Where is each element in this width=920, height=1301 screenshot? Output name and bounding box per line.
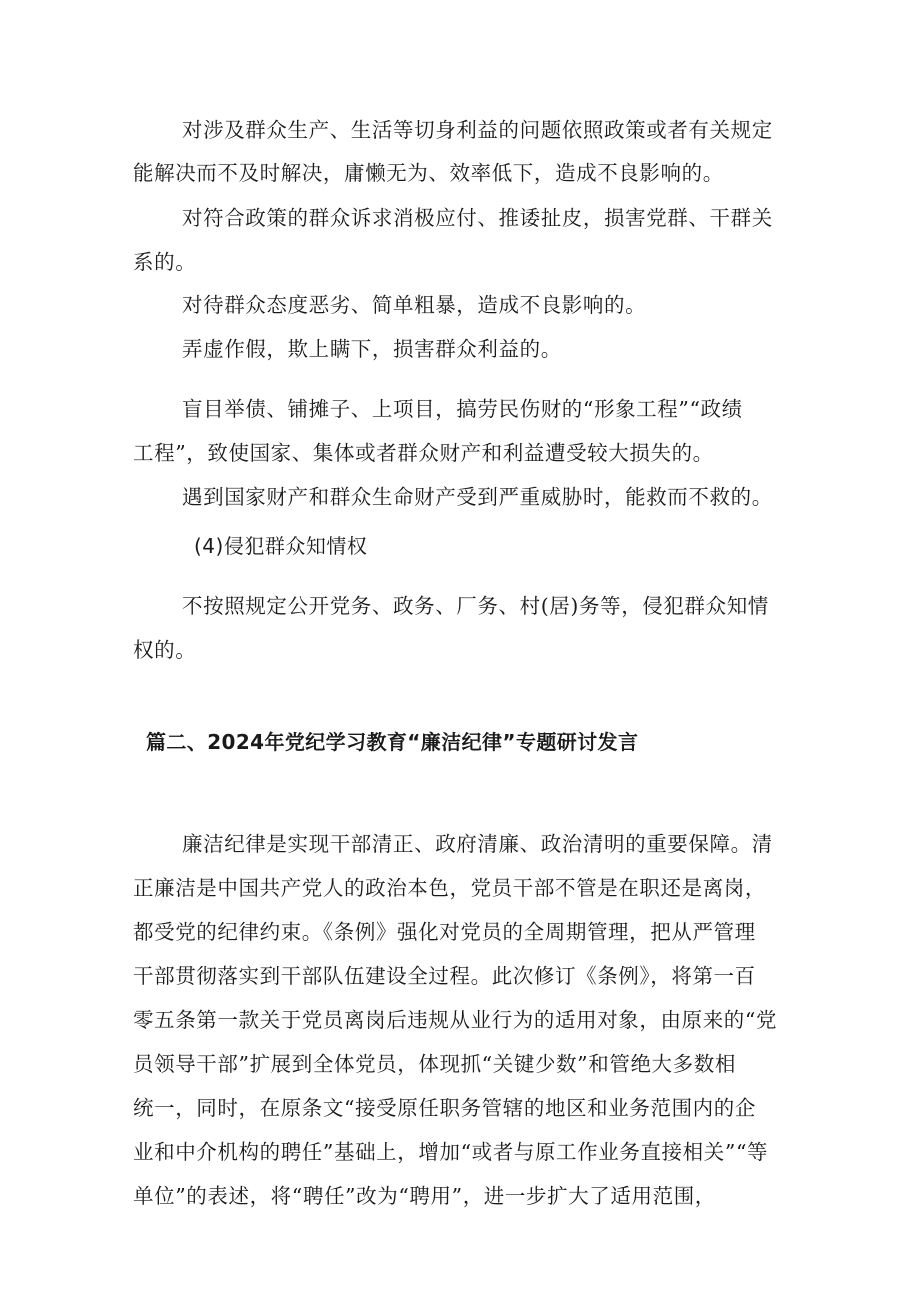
paragraph-line: 员领导干部”扩展到全体党员，体现抓“关键少数”和管绝大多数相 [133,1052,736,1076]
paragraph-line: 能解决而不及时解决，庸懒无为、效率低下，造成不良影响的。 [133,161,724,185]
paragraph-line: 干部贯彻落实到干部队伍建设全过程。此次修订《条例》，将第一百 [133,964,756,988]
paragraph-line: 系的。 [133,250,197,274]
paragraph-line: 对符合政策的群众诉求消极应付、推诿扯皮，损害党群、干群关 [182,206,773,230]
paragraph-line: 统一，同时，在原条文“接受原任职务管辖的地区和业务范围内的企 [133,1096,756,1120]
paragraph-line: 廉洁纪律是实现干部清正、政府清廉、政治清明的重要保障。清 [182,832,773,856]
paragraph-line: 遇到国家财产和群众生命财产受到严重威胁时，能救而不救的。 [182,485,773,509]
paragraph-line: 对待群众态度恶劣、简单粗暴，造成不良影响的。 [182,293,647,317]
paragraph-line: 单位”的表述，将“聘任”改为“聘用”，进一步扩大了适用范围， [133,1184,716,1208]
paragraph-line: 权的。 [133,638,197,662]
paragraph-line: 弄虚作假，欺上瞒下，损害群众利益的。 [182,337,562,361]
paragraph-line: 对涉及群众生产、生活等切身利益的问题依照政策或者有关规定 [182,118,773,142]
paragraph-line: 都受党的纪律约束。《条例》强化对党员的全周期管理，把从严管理 [133,920,756,944]
paragraph-line: 工程”，致使国家、集体或者群众财产和利益遭受较大损失的。 [133,441,714,465]
paragraph-line: 盲目举债、铺摊子、上项目，搞劳民伤财的“形象工程”“政绩 [182,397,743,421]
paragraph-line: 业和中介机构的聘任”基础上，增加“或者与原工作业务直接相关”“等 [133,1140,769,1164]
paragraph-line: 零五条第一款关于党员离岗后违规从业行为的适用对象，由原来的“党 [133,1008,778,1032]
paragraph-line: 正廉洁是中国共产党人的政治本色，党员干部不管是在职还是离岗， [133,876,766,900]
section-heading: 篇二、2024年党纪学习教育“廉洁纪律”专题研讨发言 [146,730,639,754]
section-subheading: (4)侵犯群众知情权 [194,534,368,558]
paragraph-line: 不按照规定公开党务、政务、厂务、村(居)务等，侵犯群众知情 [182,594,769,618]
